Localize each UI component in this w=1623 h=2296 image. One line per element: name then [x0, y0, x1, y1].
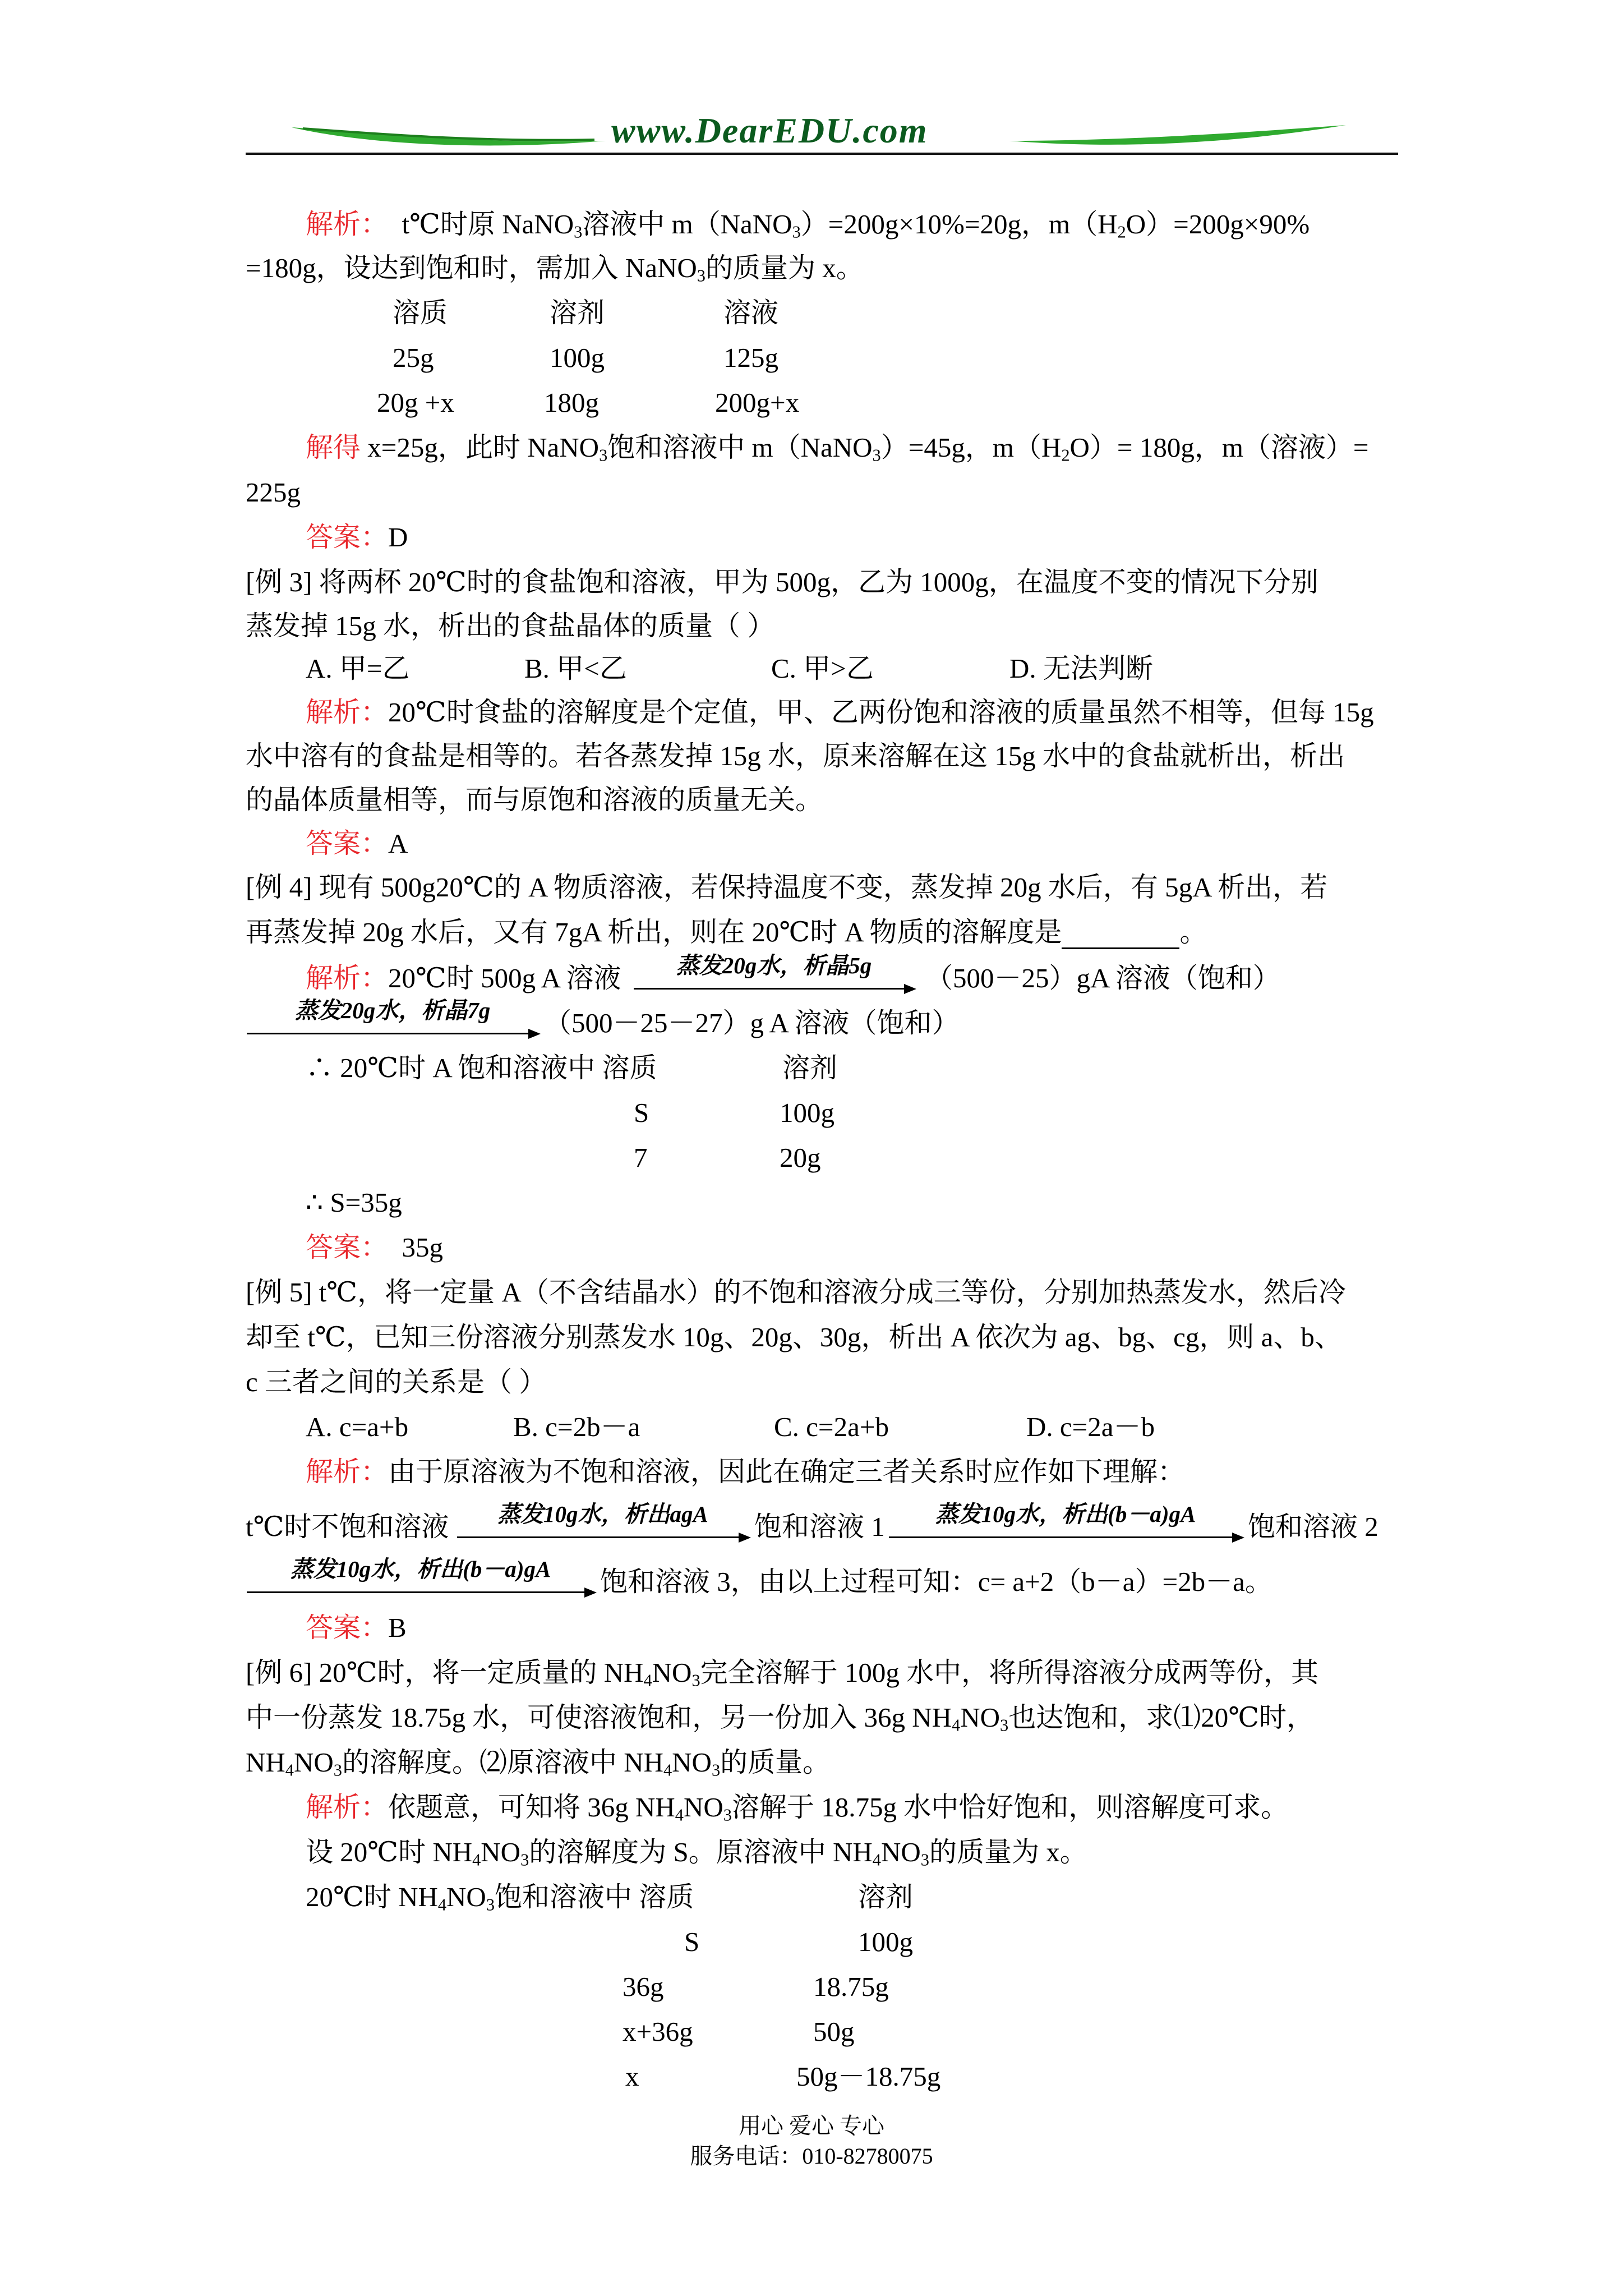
- analysis-6-line-3: 20℃时 $NH_4NO_3$饱和溶液中 溶质: [306, 1881, 694, 1915]
- footer-slogan: 用心 爱心 专心: [739, 2113, 884, 2138]
- table1-row1-solvent: 100g: [550, 342, 605, 373]
- table6-header-solvent: 溶剂: [858, 1881, 914, 1912]
- analysis-3-line-3: 的晶体质量相等，而与原饱和溶液的质量无关。: [246, 784, 823, 815]
- analysis-5-line-3: 饱和溶液 3，由以上过程可知：c= a+2（b－a）=2b－a。: [600, 1566, 1272, 1597]
- analysis-3-line-2: 水中溶有的食盐是相等的。若各蒸发掉 15g 水，原来溶解在这 15g 水中的食盐就析出，析出: [246, 740, 1345, 771]
- answer-5: 答案：B: [306, 1612, 407, 1643]
- analysis-1-line-2: =180g，设达到饱和时，需加入 NaNO$_3$的质量为 x。: [246, 252, 864, 286]
- analysis-5-line-2-start: t℃时不饱和溶液: [246, 1511, 449, 1542]
- table1-header-solute: 溶质: [393, 297, 448, 328]
- therefore-4-1: ∴ 20℃时 A 饱和溶液中 溶质: [306, 1052, 657, 1083]
- table6-row3-solute: x+36g: [623, 2016, 693, 2047]
- header-logo: www.DearEDU.com: [611, 111, 928, 150]
- example-5-line-1: [例 5] t℃，将一定量 A（不含结晶水）的不饱和溶液分成三等份，分别加热蒸发水，然后冷: [246, 1277, 1346, 1308]
- table4-row1-solute: S: [634, 1097, 649, 1128]
- answer-blank: [1062, 923, 1179, 949]
- table6-row1-solute: S: [684, 1926, 700, 1957]
- analysis-label: 解析：: [306, 209, 389, 240]
- header-swoosh-left: [292, 115, 606, 154]
- therefore-4-2: ∴ S=35g: [306, 1187, 402, 1218]
- table6-row4-solute: x: [625, 2061, 639, 2092]
- analysis-5-line-2-end: 饱和溶液 2: [1248, 1511, 1378, 1542]
- solution-1-line-2: 225g: [246, 477, 301, 508]
- table6-row2-solvent: 18.75g: [813, 1971, 889, 2002]
- header-rule: [246, 153, 1398, 155]
- answer-4: 答案： 35g: [306, 1232, 444, 1263]
- example-3-option-a: A. 甲=乙: [306, 653, 410, 684]
- reaction-arrow-4b: 蒸发20g水，析晶7g: [247, 995, 538, 1037]
- table1-row2-solution: 200g+x: [715, 387, 800, 418]
- solution-1-line-1: 解得 x=25g，此时 NaNO$_3$饱和溶液中 m（NaNO$_3$）=45g，$m(H_2O)= 180g$，m（溶液）=: [306, 432, 1369, 465]
- analysis-3-line-1: 解析：20℃时食盐的溶解度是个定值，甲、乙两份饱和溶液的质量虽然不相等，但每 15g: [306, 697, 1374, 728]
- example-5-option-a: A. c=a+b: [306, 1411, 409, 1442]
- analysis-4-line-1: 解析：20℃时 500g A 溶液: [306, 963, 621, 993]
- analysis-4-line-2-tail: （500－25－27）g A 溶液（饱和）: [544, 1007, 960, 1038]
- example-3-line-2: 蒸发掉 15g 水，析出的食盐晶体的质量（ ）: [246, 610, 775, 641]
- example-3-option-d: D. 无法判断: [1009, 653, 1153, 684]
- example-5-option-c: C. c=2a+b: [774, 1411, 889, 1442]
- example-5-line-2: 却至 t℃，已知三份溶液分别蒸发水 10g、20g、30g，析出 A 依次为 ag、bg、cg，则 a、b、: [246, 1322, 1342, 1352]
- analysis-6-line-2: 设 20℃时 $NH_4NO_3$的溶解度为 S。原溶液中 $NH_4NO_3$的质量为 x。: [306, 1837, 1087, 1870]
- example-4-line-2: 再蒸发掉 20g 水后，又有 7gA 析出，则在 20℃时 A 物质的溶解度是 。: [246, 915, 1207, 949]
- table6-row3-solvent: 50g: [813, 2016, 855, 2047]
- table6-row1-solvent: 100g: [858, 1926, 913, 1957]
- table1-row1-solution: 125g: [723, 342, 778, 373]
- example-5-option-b: B. c=2b－a: [513, 1411, 640, 1442]
- answer-3: 答案：A: [306, 828, 408, 859]
- header-swoosh-right: [1009, 115, 1346, 154]
- table6-row4-solvent: 50g－18.75g: [796, 2061, 941, 2092]
- table1-header-solution: 溶液: [723, 297, 779, 328]
- example-6-line-1: [例 6] 20℃时，将一定质量的 $NH_4NO_3$完全溶解于 100g 水中，将所得溶液分成两等份，其: [246, 1657, 1319, 1690]
- reaction-arrow-5c: 蒸发10g水，析出(b－a)gA: [247, 1554, 594, 1595]
- analysis-4-line-1-tail: （500－25）gA 溶液（饱和）: [925, 963, 1280, 993]
- table1-row1-solute: 25g: [393, 342, 434, 373]
- table1-row2-solute: 20g +x: [377, 387, 454, 418]
- footer-phone: 服务电话：010-82780075: [690, 2143, 933, 2169]
- example-6-line-2: 中一份蒸发 18.75g 水，可使溶液饱和，另一份加入 36g $NH_4NO_3$也达饱和，求⑴20℃时，: [246, 1702, 1315, 1735]
- analysis-1-line-1: 解析： t℃时原 NaNO$_3$溶液中 m（NaNO$_3$）=200g×10%=20g，$m(H_2O)=200g\times 90\%$: [306, 209, 1310, 242]
- table1-row2-solvent: 180g: [544, 387, 599, 418]
- analysis-5-line-1: 解析：由于原溶液为不饱和溶液，因此在确定三者关系时应作如下理解：: [306, 1456, 1186, 1487]
- reaction-arrow-4a: 蒸发20g水，析晶5g: [634, 950, 914, 992]
- table4-row2-solvent: 20g: [780, 1142, 821, 1173]
- example-3-line-1: [例 3] 将两杯 20℃时的食盐饱和溶液，甲为 500g，乙为 1000g，在温度不变的情况下分别: [246, 567, 1318, 597]
- reaction-arrow-5a: 蒸发10g水，析出agA: [457, 1499, 749, 1540]
- analysis-5-line-2-mid: 饱和溶液 1: [754, 1511, 885, 1542]
- example-6-line-3: $NH_4NO_3$的溶解度。⑵原溶液中 $NH_4NO_3$的质量。: [246, 1747, 831, 1780]
- analysis-6-line-1: 解析：依题意，可知将 36g $NH_4NO_3$溶解于 18.75g 水中恰好饱和，则溶解度可求。: [306, 1792, 1289, 1825]
- example-4-line-1: [例 4] 现有 500g20℃的 A 物质溶液，若保持温度不变，蒸发掉 20g 水后，有 5gA 析出，若: [246, 872, 1328, 903]
- answer-1: 答案：D: [306, 522, 408, 553]
- example-3-option-c: C. 甲>乙: [771, 653, 874, 684]
- example-3-option-b: B. 甲<乙: [524, 653, 627, 684]
- table4-row1-solvent: 100g: [780, 1097, 834, 1128]
- example-5-line-3: c 三者之间的关系是（ ）: [246, 1366, 547, 1397]
- table4-header-solvent: 溶剂: [782, 1052, 838, 1083]
- reaction-arrow-5b: 蒸发10g水，析出(b－a)gA: [889, 1499, 1242, 1540]
- table1-header-solvent: 溶剂: [550, 297, 605, 328]
- example-5-option-d: D. c=2a－b: [1026, 1411, 1155, 1442]
- table6-row2-solute: 36g: [623, 1971, 664, 2002]
- table4-row2-solute: 7: [634, 1142, 648, 1173]
